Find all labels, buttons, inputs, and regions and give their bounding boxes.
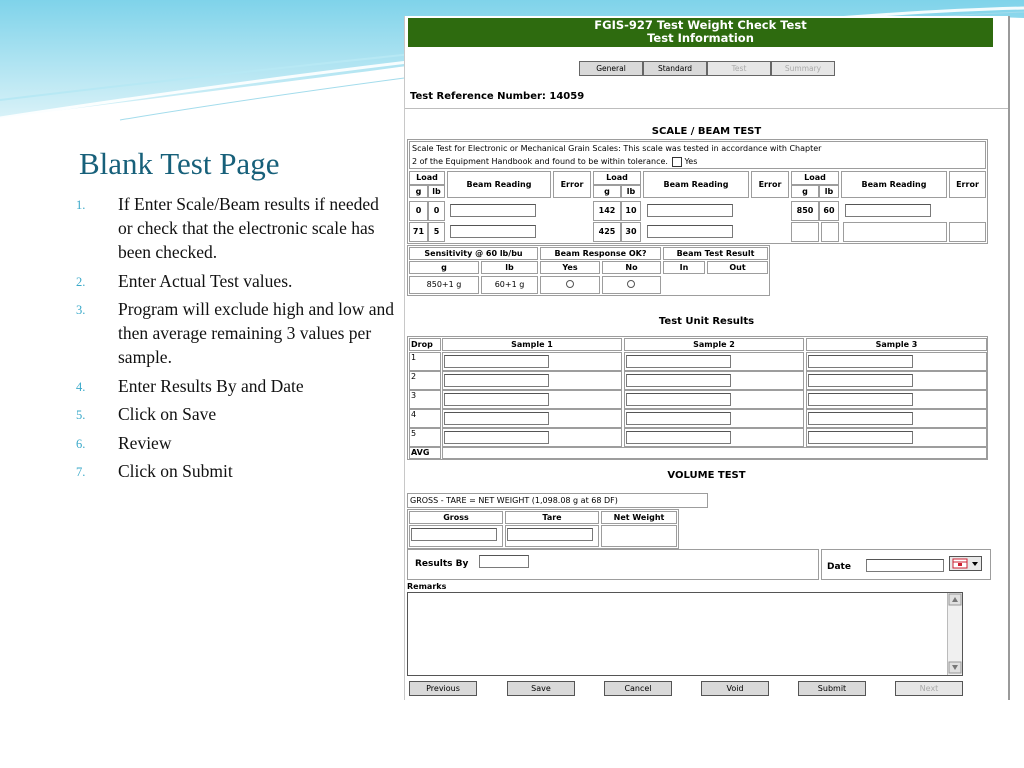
drop-number: 2 <box>409 371 441 390</box>
empty-cell <box>821 222 839 242</box>
instruction-list <box>76 192 396 488</box>
load-lb-value: 10 <box>621 201 641 221</box>
error-header: Error <box>553 171 591 198</box>
note-line: Scale Test for Electronic or Mechanical Grain Scales: This scale was tested in accordance with Chapter <box>412 144 822 153</box>
sample-input[interactable] <box>626 431 731 444</box>
date-input[interactable] <box>866 559 944 572</box>
yes-header: Yes <box>540 261 600 274</box>
beam-reading-input[interactable] <box>450 204 536 217</box>
sample-input[interactable] <box>444 374 549 387</box>
list-item <box>76 269 396 293</box>
beam-reading-input[interactable] <box>647 204 733 217</box>
step-text: Program will exclude high and low and then average remaining 3 values per sample. <box>118 299 395 367</box>
beam-result-header: Beam Test Result <box>663 247 768 260</box>
step-text: Review <box>118 432 172 453</box>
step-number: 3. <box>76 303 86 317</box>
beam-reading-input[interactable] <box>647 225 733 238</box>
load-lb-value: 60 <box>819 201 839 221</box>
step-text: If Enter Scale/Beam results if needed or check that the electronic scale has been checked. <box>118 194 379 262</box>
net-weight-header: Net Weight <box>601 511 677 524</box>
tab-test[interactable]: Test <box>707 61 771 76</box>
tolerance-checkbox[interactable] <box>672 157 682 167</box>
sample-header: Sample 3 <box>806 338 987 351</box>
sample-input[interactable] <box>808 374 913 387</box>
list-item <box>76 192 396 264</box>
load-header: Load <box>409 171 445 185</box>
step-number: 2. <box>76 274 86 289</box>
gross-input[interactable] <box>411 528 497 541</box>
date-label: Date <box>827 562 851 572</box>
sensitivity-lb-value: 60+1 g <box>481 276 538 294</box>
note-text: 2 of the Equipment Handbook and found to be within tolerance. <box>412 157 668 166</box>
void-button[interactable]: Void <box>701 681 769 696</box>
in-header: In <box>663 261 705 274</box>
sample-header: Sample 1 <box>442 338 622 351</box>
sample-input[interactable] <box>808 393 913 406</box>
beam-response-no-radio[interactable] <box>627 280 635 288</box>
step-number: 4. <box>76 379 86 394</box>
step-text: Enter Results By and Date <box>118 375 304 396</box>
drop-number: 1 <box>409 352 441 371</box>
beam-reading-header: Beam Reading <box>643 171 749 198</box>
lb-header: lb <box>819 185 839 198</box>
g-header: g <box>593 185 621 198</box>
empty-cell <box>791 222 819 242</box>
g-header: g <box>409 261 479 274</box>
g-header: g <box>791 185 819 198</box>
drop-number: 4 <box>409 409 441 428</box>
sample-input[interactable] <box>808 412 913 425</box>
scale-beam-title: SCALE / BEAM TEST <box>651 126 762 137</box>
list-item <box>76 431 396 455</box>
beam-response-header: Beam Response OK? <box>540 247 661 260</box>
tab-standard[interactable]: Standard <box>643 61 707 76</box>
volume-test-title: VOLUME TEST <box>667 470 746 481</box>
sensitivity-header: Sensitivity @ 60 lb/bu <box>409 247 538 260</box>
calendar-icon <box>950 557 981 570</box>
form-header <box>408 18 993 47</box>
cancel-button[interactable]: Cancel <box>604 681 672 696</box>
load-lb-value: 5 <box>428 222 445 242</box>
slide-title: Blank Test Page <box>79 146 280 181</box>
g-header: g <box>409 185 428 198</box>
out-header: Out <box>707 261 768 274</box>
next-button[interactable]: Next <box>895 681 963 696</box>
tab-summary[interactable]: Summary <box>771 61 835 76</box>
lb-header: lb <box>621 185 641 198</box>
step-text: Click on Submit <box>118 461 233 481</box>
load-header: Load <box>791 171 839 185</box>
step-text: Enter Actual Test values. <box>118 270 293 291</box>
sample-input[interactable] <box>626 393 731 406</box>
list-item <box>76 297 396 369</box>
step-number: 1. <box>76 198 86 212</box>
results-by-input[interactable] <box>479 555 529 568</box>
tare-input[interactable] <box>507 528 593 541</box>
net-weight-formula: GROSS - TARE = NET WEIGHT (1,098.08 g at 68 DF) <box>407 493 708 508</box>
no-header: No <box>602 261 661 274</box>
lb-header: lb <box>428 185 445 198</box>
scale-tolerance-note <box>409 141 986 169</box>
beam-reading-header: Beam Reading <box>447 171 551 198</box>
note-line <box>412 155 985 168</box>
remarks-textarea[interactable] <box>407 592 963 676</box>
save-button[interactable]: Save <box>507 681 575 696</box>
step-number: 5. <box>76 408 86 422</box>
drop-number: 3 <box>409 390 441 409</box>
gross-header: Gross <box>409 511 503 524</box>
step-text: Click on Save <box>118 404 217 424</box>
list-item <box>76 402 396 426</box>
form-subtitle: Test Information <box>647 31 754 45</box>
sample-input[interactable] <box>444 393 549 406</box>
beam-reading-input[interactable] <box>450 225 536 238</box>
load-g-value: 142 <box>593 201 621 221</box>
load-g-value: 425 <box>593 222 621 242</box>
remarks-scrollbar[interactable] <box>947 593 962 675</box>
load-lb-value: 0 <box>428 201 445 221</box>
sample-input[interactable] <box>808 431 913 444</box>
avg-row <box>442 447 987 459</box>
empty-cell <box>949 222 986 242</box>
load-g-value: 850 <box>791 201 819 221</box>
sample-input[interactable] <box>444 431 549 444</box>
scrollbar-arrows-icon <box>948 593 962 675</box>
lb-header: lb <box>481 261 538 274</box>
step-number: 6. <box>76 436 86 451</box>
step-number: 7. <box>76 465 86 479</box>
error-header: Error <box>949 171 986 198</box>
drop-number: 5 <box>409 428 441 447</box>
sample-input[interactable] <box>444 412 549 425</box>
sensitivity-g-value: 850+1 g <box>409 276 479 294</box>
error-header: Error <box>751 171 789 198</box>
beam-reading-input[interactable] <box>845 204 931 217</box>
empty-cell <box>843 222 947 242</box>
results-by-panel <box>407 549 819 580</box>
net-weight-cell <box>601 525 677 547</box>
load-g-value: 0 <box>409 201 428 221</box>
test-form-screenshot <box>404 16 1010 700</box>
sample-input[interactable] <box>444 355 549 368</box>
form-title: FGIS-927 Test Weight Check Test <box>594 18 807 32</box>
tare-header: Tare <box>505 511 599 524</box>
unit-results-title: Test Unit Results <box>658 316 755 327</box>
sample-header: Sample 2 <box>624 338 804 351</box>
load-header: Load <box>593 171 641 185</box>
checkbox-label: Yes <box>684 157 698 166</box>
load-g-value: 71 <box>409 222 428 242</box>
previous-button[interactable]: Previous <box>409 681 477 696</box>
sample-input[interactable] <box>808 355 913 368</box>
tab-bar <box>579 61 835 76</box>
list-item <box>76 374 396 398</box>
calendar-button[interactable] <box>949 556 982 571</box>
test-reference-number: Test Reference Number: 14059 <box>410 91 585 102</box>
sample-input[interactable] <box>626 412 731 425</box>
divider <box>405 108 1008 109</box>
drop-header: Drop <box>409 338 441 351</box>
remarks-label: Remarks <box>407 582 447 591</box>
list-item <box>76 459 396 483</box>
sample-input[interactable] <box>626 355 731 368</box>
sample-input[interactable] <box>626 374 731 387</box>
tab-general[interactable]: General <box>579 61 643 76</box>
beam-reading-header: Beam Reading <box>841 171 947 198</box>
avg-label: AVG <box>409 447 441 459</box>
results-by-label: Results By <box>415 559 469 569</box>
submit-button[interactable]: Submit <box>798 681 866 696</box>
beam-response-yes-radio[interactable] <box>566 280 574 288</box>
load-lb-value: 30 <box>621 222 641 242</box>
